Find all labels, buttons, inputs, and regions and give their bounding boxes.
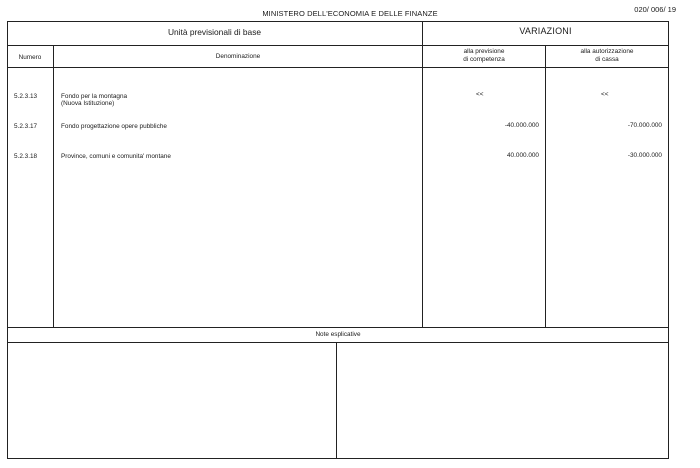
row-name: Fondo per la montagna: [61, 93, 128, 100]
row-cash: -30.000.000: [627, 152, 662, 159]
column-header-number: Numero: [18, 54, 42, 61]
row-name: Fondo progettazione opere pubbliche: [61, 123, 167, 130]
column-header-name: Denominazione: [215, 53, 261, 60]
row-competence: <<: [476, 91, 484, 98]
row-number: 5.2.3.17: [14, 123, 38, 130]
section-title: Unità previsionali di base: [167, 27, 262, 37]
variations-title: VARIAZIONI: [519, 26, 572, 36]
row-number: 5.2.3.18: [14, 153, 38, 160]
row-cash: <<: [601, 91, 609, 98]
document-code: 020/ 006/ 19: [634, 5, 676, 14]
row-name-note: (Nuova Istituzione): [61, 100, 115, 107]
notes-title: Note esplicative: [315, 331, 361, 338]
row-cash: -70.000.000: [627, 122, 662, 129]
row-competence: -40.000.000: [504, 122, 539, 129]
notes-left-box: [8, 343, 336, 458]
notes-right-box: [337, 343, 668, 458]
row-competence: 40.000.000: [507, 152, 539, 159]
ministry-header: MINISTERO DELL'ECONOMIA E DELLE FINANZE: [262, 9, 438, 18]
row-name: Province, comuni e comunita' montane: [61, 153, 171, 160]
row-number: 5.2.3.13: [14, 93, 38, 100]
